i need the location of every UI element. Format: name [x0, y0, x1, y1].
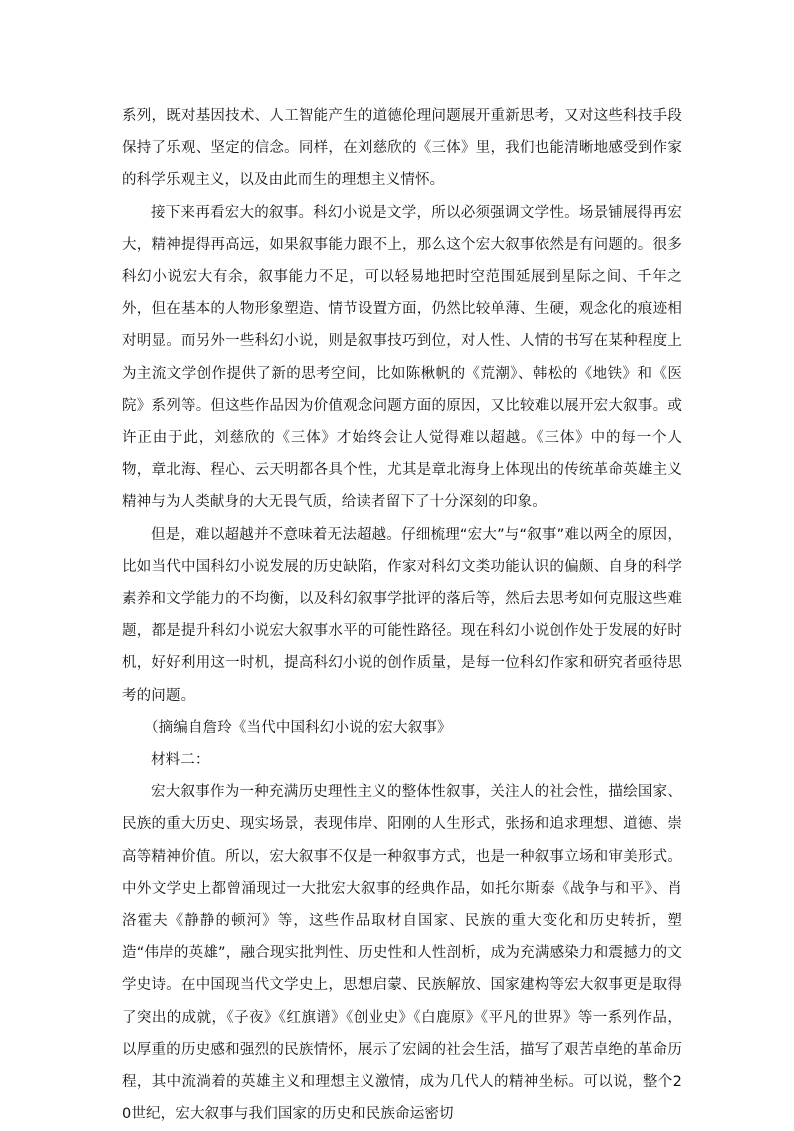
paragraph-6: 宏大叙事作为一种充满历史理性主义的整体性叙事，关注人的社会性，描绘国家、民族的重大历史、现实场景，表现伟岸、阳刚的人生形式，张扬和追求理想、道德、崇高等精神价值。所以，宏大叙事不仅是一种叙事方式，也是一种叙事立场和审美形式。中外文学史上都曾涌现过一大批宏大叙事的经典作品，如托尔斯泰《战争与和平》、肖洛霍夫《静静的顿河》等，这些作品取材自国家、民族的重大变化和历史转折，塑造“伟岸的英雄”，融合现实批判性、历史性和人性剖析，成为充满感染力和震撼力的文学史诗。在中国现当代文学史上，思想启蒙、民族解放、国家建构等宏大叙事更是取得了突出的成就，《子夜》《红旗谱》《创业史》《白鹿原》《平凡的世界》等一系列作品，以厚重的历史感和强烈的民族情怀，展示了宏阔的社会生活，描写了艰苦卓绝的革命历程，其中流淌着的英雄主义和理想主义激情，成为几代人的精神坐标。可以说，整个20世纪，宏大叙事与我们国家的历史和民族命运密切	[122, 784, 682, 1123]
paragraph-2: 接下来再看宏大的叙事。科幻小说是文学，所以必须强调文学性。场景铺展得再宏大，精神提得再高远，如果叙事能力跟不上，那么这个宏大叙事依然是有问题的。很多科幻小说宏大有余，叙事能力不足，可以轻易地把时空范围延展到星际之间、千年之外，但在基本的人物形象塑造、情节设置方面，仍然比较单薄、生硬，观念化的痕迹相对明显。而另外一些科幻小说，则是叙事技巧到位，对人性、人情的书写在某种程度上为主流文学创作提供了新的思考空间，比如陈楸帆的《荒潮》、韩松的《地铁》和《医院》系列等。但这些作品因为价值观念问题方面的原因，又比较难以展开宏大叙事。或许正由于此，刘慈欣的《三体》才始终会让人觉得难以超越。《三体》中的每一个人物，章北海、程心、云天明都各具个性，尤其是章北海身上体现出的传统革命英雄主义精神与为人类献身的大无畏气质，给读者留下了十分深刻的印象。	[122, 204, 682, 511]
paragraph-1: 系列，既对基因技术、人工智能产生的道德伦理问题展开重新思考，又对这些科技手段保持了乐观、坚定的信念。同样，在刘慈欣的《三体》里，我们也能清晰地感受到作家的科学乐观主义，以及由此而生的理想主义情怀。	[122, 108, 682, 189]
section-heading-material-two: 材料二：	[151, 752, 210, 769]
document-body	[122, 100, 682, 1131]
source-citation: （摘编自詹玲《当代中国科幻小说的宏大叙事》	[144, 719, 452, 736]
paragraph-3: 但是，难以超越并不意味着无法超越。仔细梳理“宏大”与“叙事”难以两全的原因，比如当代中国科幻小说发展的历史缺陷，作家对科幻文类功能认识的偏颇、自身的科学素养和文学能力的不均衡，以及科幻叙事学批评的落后等，然后去思考如何克服这些难题，都是提升科幻小说宏大叙事水平的可能性路径。现在科幻小说创作处于发展的好时机，好好利用这一时机，提高科幻小说的创作质量，是每一位科幻作家和研究者亟待思考的问题。	[122, 526, 682, 704]
